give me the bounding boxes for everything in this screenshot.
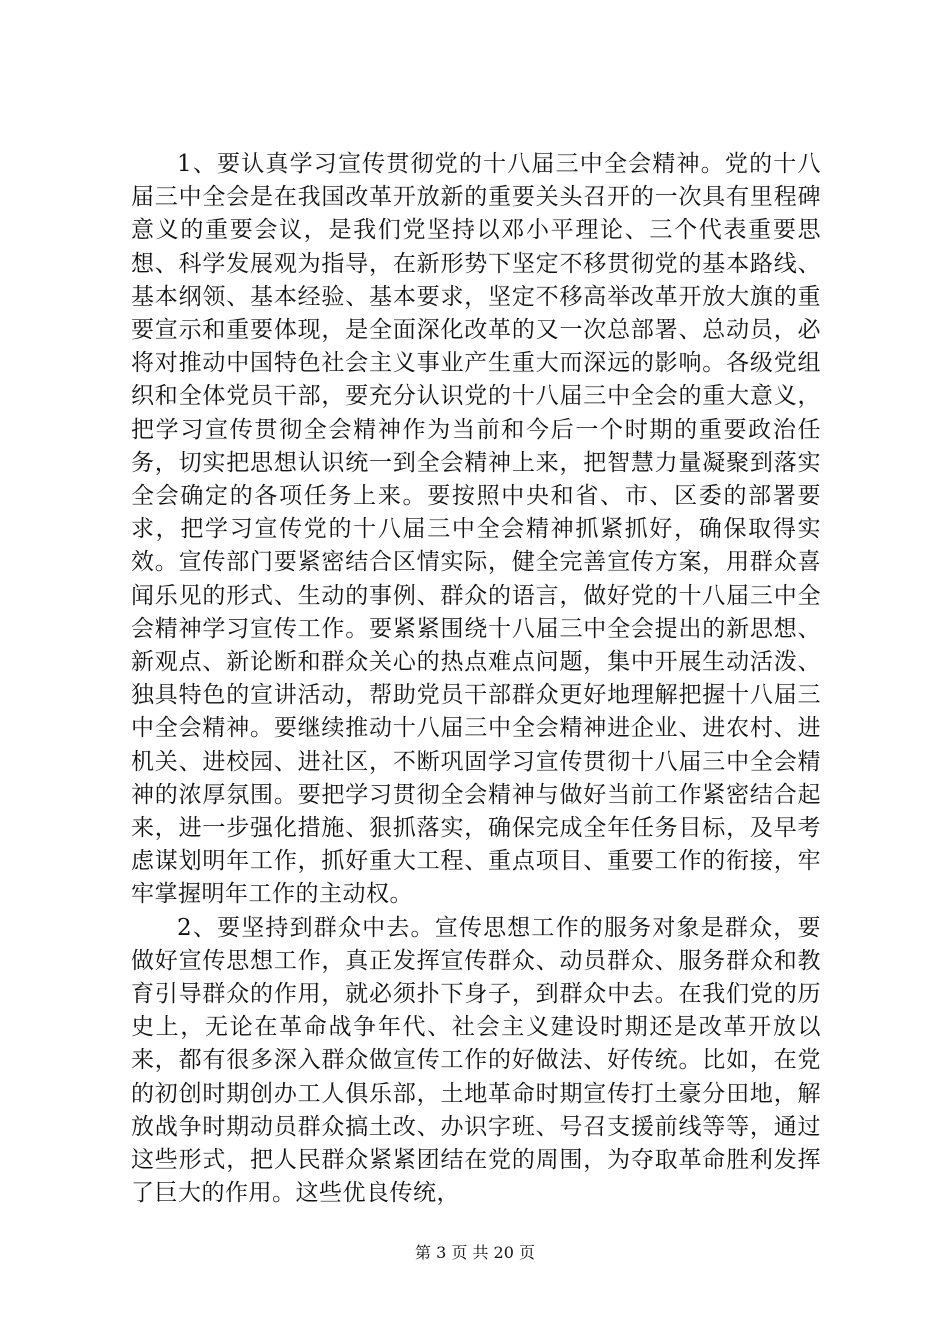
page-footer: 第 3 页 共 20 页 (415, 1243, 535, 1262)
paragraph-1: 1、要认真学习宣传贯彻党的十八届三中全会精神。党的十八届三中全会是在我国改革开放新的重要关头召开的一次具有里程碑意义的重要会议，是我们党坚持以邓小平理论、三个代表重要思想、科学发展观为指导，在新形势下坚定不移贯彻党的基本路线、基本纲领、基本经验、基本要求，坚定不移高举改革开放大旗的重要宣示和重要体现，是全面深化改革的又一次总部署、总动员，必将对推动中国特色社会主义事业产生重大而深远的影响。各级党组织和全体党员干部，要充分认识党的十八届三中全会的重大意义，把学习宣传贯彻全会精神作为当前和今后一个时期的重要政治任务，切实把思想认识统一到全会精神上来，把智慧力量凝聚到落实全会确定的各项任务上来。要按照中央和省、市、区委的部署要求，把学习宣传党的十八届三中全会精神抓紧抓好，确保取得实效。宣传部门要紧密结合区情实际，健全完善宣传方案，用群众喜闻乐见的形式、生动的事例、群众的语言，做好党的十八届三中全会精神学习宣传工作。要紧紧围绕十八届三中全会提出的新思想、新观点、新论断和群众关心的热点难点问题，集中开展生动活泼、独具特色的宣讲活动，帮助党员干部群众更好地理解把握十八届三中全会精神。要继续推动十八届三中全会精神进企业、进农村、进机关、进校园、进社区，不断巩固学习宣传贯彻十八届三中全会精神的浓厚氛围。要把学习贯彻全会精神与做好当前工作紧密结合起来，进一步强化措施、狠抓落实，确保完成全年任务目标，及早考虑谋划明年工作，抓好重大工程、重点项目、重要工作的衔接，牢牢掌握明年工作的主动权。 (131, 151, 821, 908)
paragraph-2: 2、要坚持到群众中去。宣传思想工作的服务对象是群众，要做好宣传思想工作，真正发挥宣传群众、动员群众、服务群众和教育引导群众的作用，就必须扑下身子，到群众中去。在我们党的历史上，无论在革命战争年代、社会主义建设时期还是改革开放以来，都有很多深入群众做宣传工作的好做法、好传统。比如，在党的初创时期创办工人俱乐部，土地革命时期宣传打土豪分田地，解放战争时期动员群众搞土改、办识字班、号召支援前线等等，通过这些形式，把人民群众紧紧团结在党的周围，为夺取革命胜利发挥了巨大的作用。这些优良传统， (131, 914, 821, 1207)
body-text (131, 148, 821, 1211)
